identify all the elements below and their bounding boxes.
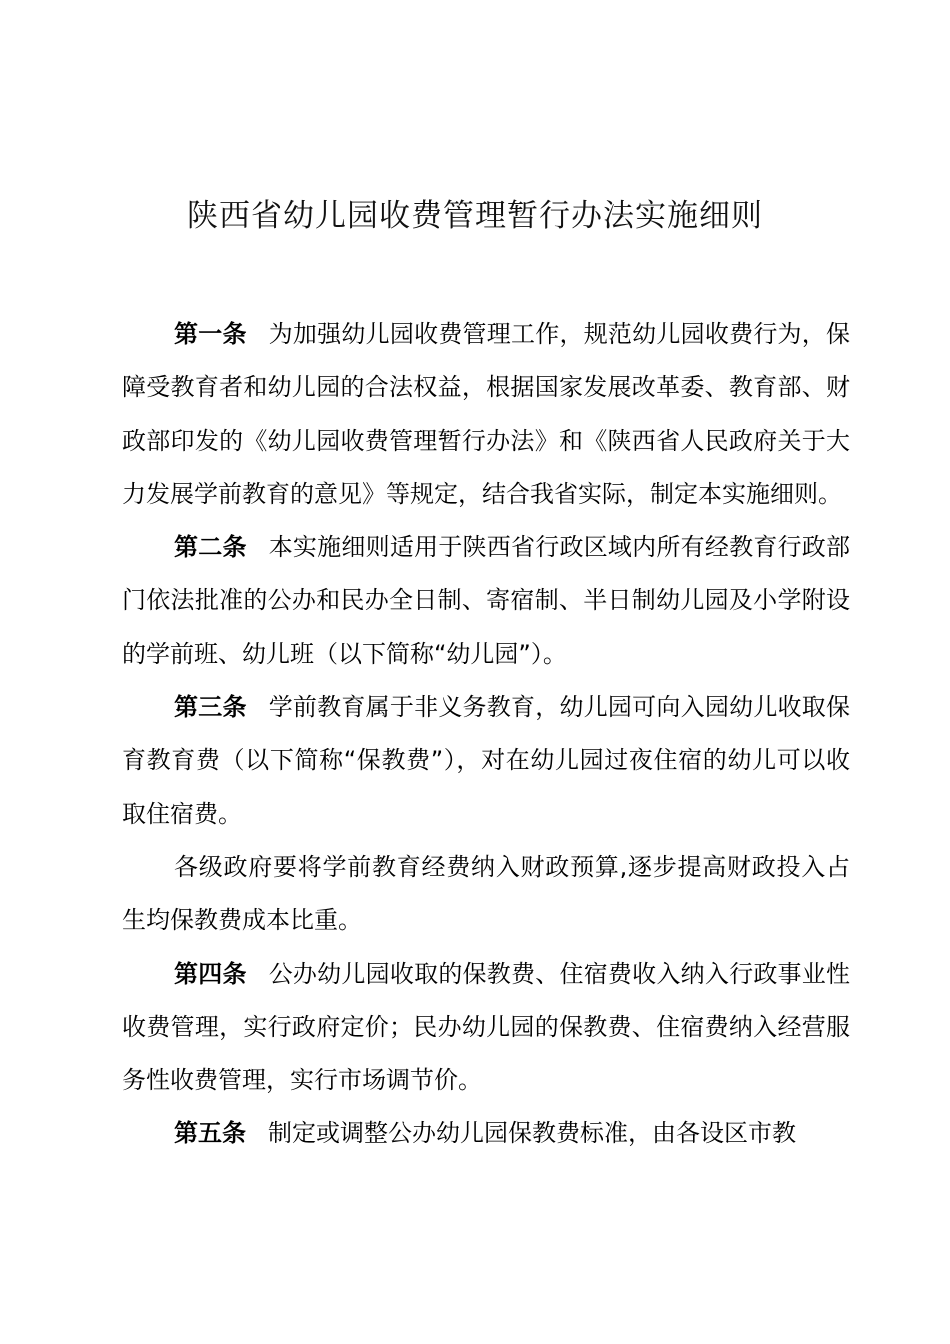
article-text: 为加强幼儿园收费管理工作，规范幼儿园收费行为，保障受教育者和幼儿园的合法权益，根据国家发展改革委、教育部、财政部印发的《幼儿园收费管理暂行办法》和《陕西省人民政府关于大力发展学前教育的意见》等规定，结合我省实际，制定本实施细则。 — [122, 320, 851, 508]
article-3 — [122, 681, 850, 841]
article-label: 第二条 — [174, 533, 247, 562]
article-text: 公办幼儿园收取的保教费、住宿费收入纳入行政事业性收费管理，实行政府定价；民办幼儿园的保教费、住宿费纳入经营服务性收费管理，实行市场调节价。 — [122, 959, 851, 1095]
article-text: 制定或调整公办幼儿园保教费标准，由各设区市教 — [268, 1119, 796, 1148]
article-label: 第三条 — [174, 693, 247, 722]
document-body — [122, 308, 850, 1161]
article-label: 第四条 — [174, 959, 247, 988]
document-title: 陕西省幼儿园收费管理暂行办法实施细则 — [187, 198, 763, 234]
article-label: 第五条 — [174, 1119, 246, 1148]
article-text: 学前教育属于非义务教育，幼儿园可向入园幼儿收取保育教育费（以下简称“保教费”），对在幼儿园过夜住宿的幼儿可以收取住宿费。 — [122, 693, 851, 828]
article-5 — [122, 1107, 850, 1160]
paragraph-text: 各级政府要将学前教育经费纳入财政预算,逐步提高财政投入占生均保教费成本比重。 — [122, 852, 850, 935]
article-2 — [122, 521, 850, 681]
article-label: 第一条 — [174, 320, 247, 348]
article-3-continued — [122, 841, 850, 948]
article-1 — [122, 308, 850, 521]
article-text: 本实施细则适用于陕西省行政区域内所有经教育行政部门依法批准的公办和民办全日制、寄宿制、半日制幼儿园及小学附设的学前班、幼儿班（以下简称“幼儿园”）。 — [122, 533, 851, 668]
article-4 — [122, 948, 850, 1108]
